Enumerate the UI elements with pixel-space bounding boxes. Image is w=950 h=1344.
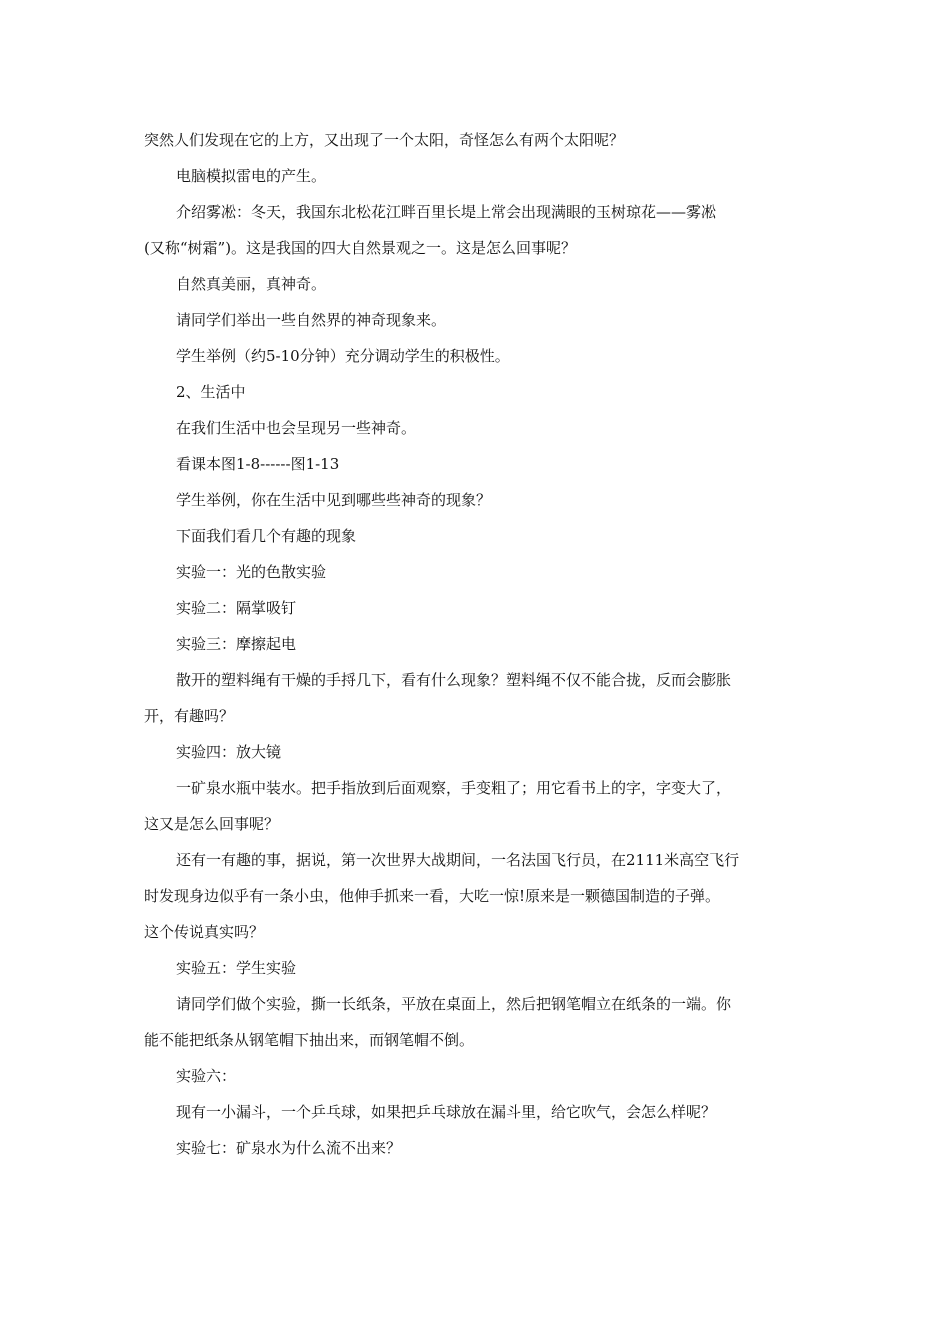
text-line: 自然真美丽，真神奇。 bbox=[176, 275, 327, 293]
text-line: 实验三：摩擦起电 bbox=[176, 635, 297, 653]
text-line: 能不能把纸条从钢笔帽下抽出来，而钢笔帽不倒。 bbox=[144, 1031, 475, 1049]
text-line: 实验二：隔掌吸钉 bbox=[176, 599, 297, 617]
text-line: 实验四：放大镜 bbox=[176, 743, 282, 761]
text-line: 介绍雾凇：冬天，我国东北松花江畔百里长堤上常会出现满眼的玉树琼花——雾凇 bbox=[176, 203, 717, 221]
text-line: 学生举例（约5-10分钟）充分调动学生的积极性。 bbox=[176, 347, 510, 365]
text-line: 实验六： bbox=[176, 1067, 237, 1085]
text-line: 散开的塑料绳有干燥的手捋几下，看有什么现象？塑料绳不仅不能合拢，反而会膨胀 bbox=[176, 671, 732, 689]
text-line: 这个传说真实吗？ bbox=[144, 923, 265, 941]
text-line: 现有一小漏斗，一个乒乓球，如果把乒乓球放在漏斗里，给它吹气，会怎么样呢？ bbox=[176, 1103, 717, 1121]
text-line: (又称“树霜”)。这是我国的四大自然景观之一。这是怎么回事呢？ bbox=[144, 239, 577, 257]
text-line: 在我们生活中也会呈现另一些神奇。 bbox=[176, 419, 417, 437]
text-line: 这又是怎么回事呢？ bbox=[144, 815, 280, 833]
text-line: 开，有趣吗？ bbox=[144, 707, 235, 725]
text-line: 实验一：光的色散实验 bbox=[176, 563, 327, 581]
text-line: 突然人们发现在它的上方，又出现了一个太阳，奇怪怎么有两个太阳呢？ bbox=[144, 131, 625, 149]
text-line: 还有一有趣的事，据说，第一次世界大战期间，一名法国飞行员，在2111米高空飞行 bbox=[176, 851, 740, 869]
text-line: 一矿泉水瓶中装水。把手指放到后面观察，手变粗了；用它看书上的字，字变大了， bbox=[176, 779, 732, 797]
text-line: 电脑模拟雷电的产生。 bbox=[176, 167, 327, 185]
text-line: 请同学们做个实验，撕一长纸条，平放在桌面上，然后把钢笔帽立在纸条的一端。你 bbox=[176, 995, 732, 1013]
text-line: 时发现身边似乎有一条小虫，他伸手抓来一看，大吃一惊!原来是一颗德国制造的子弹。 bbox=[144, 887, 721, 905]
text-line: 看课本图1-8------图1-13 bbox=[176, 455, 340, 473]
text-line: 请同学们举出一些自然界的神奇现象来。 bbox=[176, 311, 447, 329]
text-line: 实验七：矿泉水为什么流不出来？ bbox=[176, 1139, 402, 1157]
text-line: 学生举例，你在生活中见到哪些些神奇的现象？ bbox=[176, 491, 492, 509]
text-line: 实验五：学生实验 bbox=[176, 959, 297, 977]
text-line: 下面我们看几个有趣的现象 bbox=[176, 527, 357, 545]
document-body bbox=[144, 122, 814, 1166]
text-line: 2、生活中 bbox=[176, 383, 246, 401]
